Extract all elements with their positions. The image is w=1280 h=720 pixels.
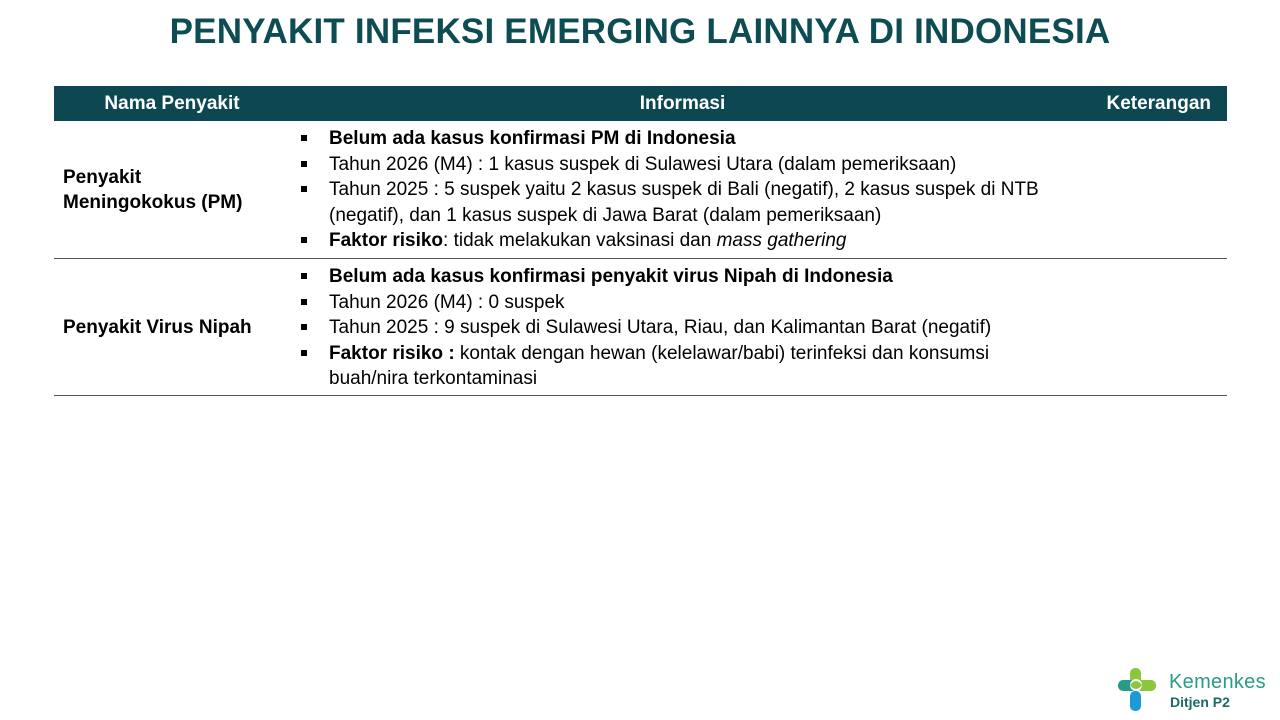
list-item	[290, 264, 1075, 290]
info-text: Tahun 2025 : 9 suspek di Sulawesi Utara, Riau, dan Kalimantan Barat (negatif)	[329, 317, 992, 338]
disease-name-line: Penyakit Virus Nipah	[63, 316, 252, 338]
disease-info	[290, 121, 1075, 258]
list-item	[290, 290, 1075, 316]
info-text: Tahun 2025 : 5 suspek yaitu 2 kasus suspek di Bali (negatif), 2 kasus suspek di NTB (negatif), dan 1 kasus suspek di Jawa Barat (dalam pemeriksaan)	[329, 179, 1039, 226]
info-italic: mass gathering	[716, 230, 847, 251]
disease-name-line: Penyakit	[63, 166, 142, 188]
info-bold: Belum ada kasus konfirmasi PM di Indonesia	[329, 128, 736, 149]
info-table	[54, 86, 1227, 396]
info-list	[290, 264, 1075, 392]
info-text: : tidak melakukan vaksinasi dan	[443, 230, 717, 251]
disease-name	[54, 259, 290, 395]
list-item	[290, 152, 1075, 178]
page-title: PENYAKIT INFEKSI EMERGING LAINNYA DI INDONESIA	[169, 12, 1111, 51]
list-item	[290, 315, 1075, 341]
table-header	[54, 86, 1227, 121]
header-keterangan: Keterangan	[1106, 92, 1211, 114]
disease-keterangan	[1075, 259, 1227, 395]
list-item	[290, 126, 1075, 152]
info-text: Tahun 2026 (M4) : 0 suspek	[329, 291, 565, 313]
table-row	[54, 259, 1227, 396]
logo-name: Kemenkes	[1169, 671, 1266, 693]
info-list	[290, 126, 1075, 254]
disease-info	[290, 259, 1075, 395]
info-text: kontak dengan hewan (kelelawar/babi) terinfeksi dan konsumsi buah/nira terkontaminasi	[329, 342, 990, 389]
info-text: Tahun 2026 (M4) : 1 kasus suspek di Sulawesi Utara (dalam pemeriksaan)	[329, 153, 957, 175]
info-bold: Faktor risiko	[329, 230, 444, 251]
header-informasi: Informasi	[639, 92, 726, 114]
header-nama-penyakit: Nama Penyakit	[104, 92, 240, 114]
info-bold: Belum ada kasus konfirmasi penyakit virus Nipah di Indonesia	[329, 266, 893, 287]
list-item	[290, 177, 1075, 228]
info-bold: Faktor risiko :	[329, 342, 455, 364]
table-row	[54, 121, 1227, 259]
disease-name	[54, 121, 290, 258]
list-item	[290, 228, 1075, 254]
logo-subtitle: Ditjen P2	[1170, 694, 1230, 710]
list-item	[290, 341, 1075, 392]
disease-keterangan	[1075, 121, 1227, 258]
disease-name-line: Meningokokus (PM)	[63, 191, 243, 213]
